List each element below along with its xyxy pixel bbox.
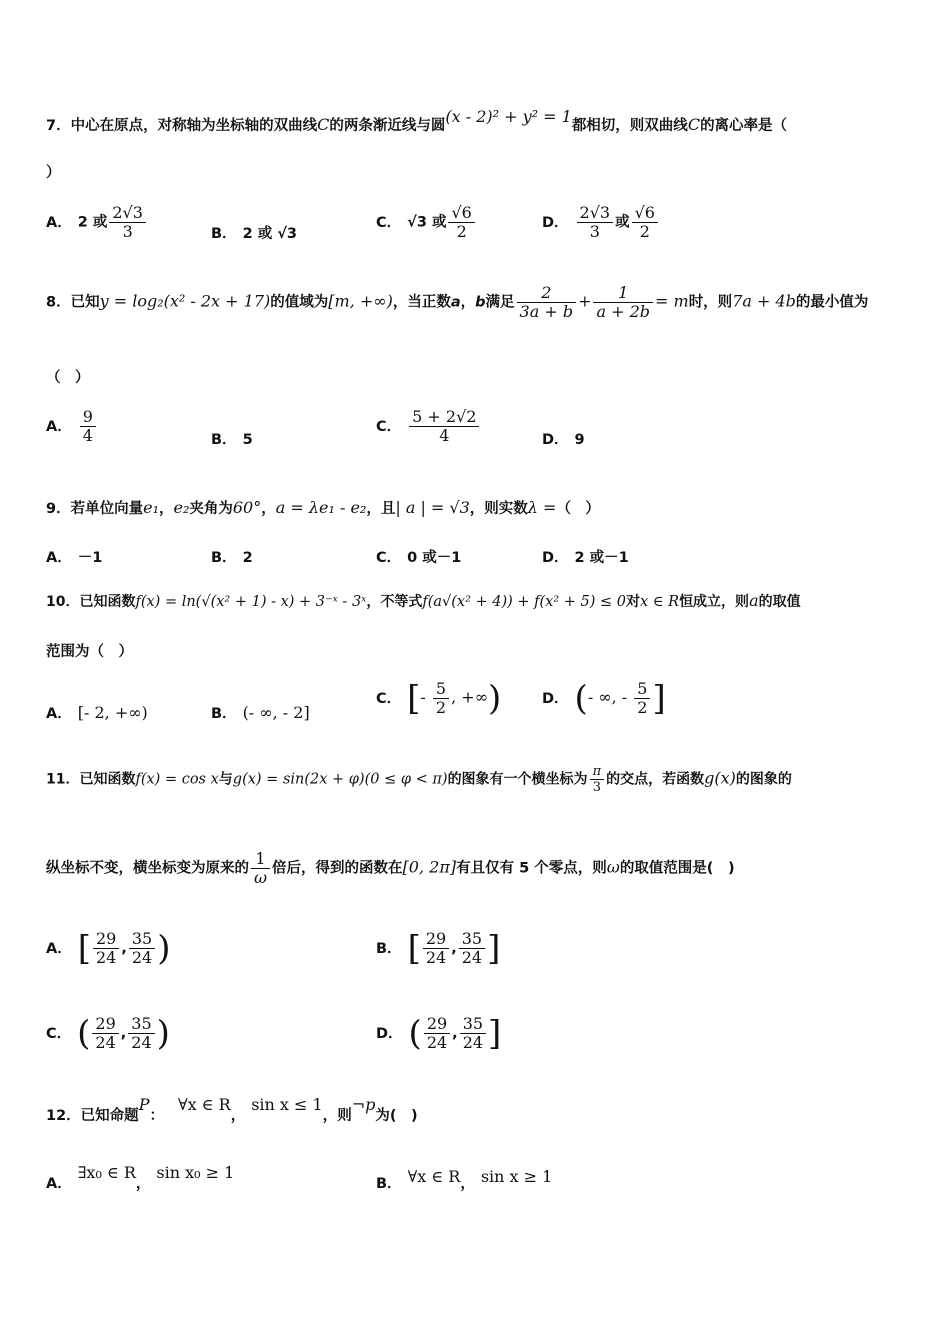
- q8-text-b: 的值域为: [270, 294, 329, 311]
- q12-text-b: ：: [149, 1108, 164, 1124]
- q7-d-fraction-2: $\frac{√6}{2}$: [632, 204, 658, 241]
- q11-d-frac-2: $\frac{35}{24}$: [460, 1015, 486, 1052]
- q9-e2: e₂: [173, 498, 190, 517]
- q9-c-text: 0 或－1: [407, 550, 462, 566]
- q12-a-exists: ∃x₀ ∈ R: [77, 1163, 136, 1182]
- right-paren-icon: ): [156, 1013, 170, 1054]
- q9-a-text: －1: [77, 550, 103, 566]
- q8-eq: = m: [655, 291, 689, 311]
- q12-b-sep: ，: [460, 1176, 475, 1192]
- q11-gx: g(x): [704, 768, 736, 788]
- q8-text-e: 时，则: [688, 294, 733, 311]
- option-label: B．: [376, 940, 402, 957]
- q12-b-forall: ∀x ∈ R: [407, 1167, 461, 1186]
- option-label: D．: [376, 1025, 403, 1042]
- q12-sep: ，: [230, 1108, 246, 1124]
- q10-line2: 范围为（ ）: [46, 644, 133, 660]
- option-label: B．: [376, 1176, 402, 1192]
- q8-option-c[interactable]: [376, 408, 481, 445]
- q10-d-fraction: $\frac{5}{2}$: [634, 680, 650, 717]
- q12-a-sin: sin x₀ ≥ 1: [156, 1163, 235, 1182]
- q11-pi-fraction: $\frac{\pi}{3}$: [590, 764, 605, 795]
- q8-text-c: ，当正数: [392, 294, 451, 311]
- q8-expr: 7a + 4b: [732, 291, 796, 311]
- q10-option-a[interactable]: [46, 702, 148, 723]
- option-label: A．: [46, 706, 72, 722]
- q7-sym-c-2: C: [687, 115, 701, 134]
- q7-circle-eq: (x - 2)² + y² = 1: [445, 107, 572, 126]
- q10-d-pre: - ∞, -: [587, 687, 633, 707]
- q11-line2-c: 有且仅有 5 个零点，则: [456, 860, 607, 877]
- q8-d-text: 9: [574, 432, 585, 448]
- left-paren-icon: (: [77, 1013, 91, 1054]
- q9-option-a[interactable]: [46, 546, 102, 567]
- q8-option-b[interactable]: [211, 428, 253, 449]
- q7-c-pre: √3 或: [407, 214, 447, 231]
- q7-option-a[interactable]: [46, 204, 148, 241]
- q11-line2-a: 纵坐标不变，横坐标变为原来的: [46, 860, 249, 877]
- q11-omega-fraction: $\frac{1}{\omega}$: [251, 850, 270, 887]
- q10-text-c: 对: [626, 594, 641, 610]
- q8-a-fraction: $\frac{9}{4}$: [80, 408, 96, 445]
- q11-c-frac-2: $\frac{35}{24}$: [128, 1015, 154, 1052]
- q10-text-b: ，不等式: [366, 594, 423, 610]
- q12-forall: ∀x ∈ R: [177, 1095, 231, 1114]
- right-bracket-icon: ]: [487, 928, 501, 969]
- q7-text-c: 都相切，则双曲线: [571, 118, 688, 134]
- q12-b-sin: sin x ≥ 1: [480, 1167, 553, 1186]
- q12-p: P: [138, 1095, 150, 1114]
- q9-b-text: 2: [242, 550, 253, 566]
- right-paren-icon: ): [488, 678, 502, 719]
- left-bracket-icon: [: [407, 678, 421, 719]
- q7-c-fraction: $\frac{√6}{2}$: [448, 204, 474, 241]
- q11-text-e: 的图象的: [735, 771, 792, 788]
- q12-option-a[interactable]: [46, 1162, 235, 1192]
- q9-option-b[interactable]: [211, 546, 253, 567]
- option-label: C．: [376, 550, 402, 566]
- q11-line2-d: 的取值范围是( ): [619, 860, 735, 877]
- q8-b-text: 5: [242, 432, 253, 448]
- q12-notp: ¬p: [351, 1095, 376, 1114]
- q11-c-frac-1: $\frac{29}{24}$: [92, 1015, 118, 1052]
- q12-a-sep: ，: [135, 1176, 151, 1192]
- option-label: C．: [376, 214, 402, 231]
- q9-angle: 60°: [232, 498, 262, 517]
- q8-plus: +: [578, 291, 592, 311]
- q9-text-f: ，则实数: [469, 501, 528, 517]
- q9-text-d: ，: [261, 501, 276, 517]
- question-11-line2: [46, 850, 735, 887]
- q7-option-b[interactable]: [211, 222, 297, 243]
- q9-e1: e₁: [143, 498, 159, 517]
- q7-a-fraction: $\frac{2√3}{3}$: [109, 204, 146, 241]
- q12-text-c: ，则: [322, 1108, 352, 1124]
- option-label: D．: [542, 550, 569, 566]
- q8-func: y = log₂(x² - 2x + 17): [99, 291, 271, 311]
- q11-omega: ω: [606, 857, 620, 877]
- right-bracket-icon: ]: [488, 1013, 502, 1054]
- left-paren-icon: (: [574, 678, 588, 719]
- q10-c-pre: -: [420, 687, 431, 707]
- q11-d-frac-1: $\frac{29}{24}$: [424, 1015, 450, 1052]
- option-label: A．: [46, 418, 72, 435]
- q9-lambda: λ =: [527, 498, 557, 517]
- q10-c-post: , +∞: [451, 687, 489, 707]
- option-label: C．: [376, 418, 402, 435]
- q11-f: f(x) = cos x: [135, 771, 219, 788]
- q8-range: [m, +∞): [328, 291, 393, 311]
- q11-option-b[interactable]: B． [ $\frac{29}{24}$ , $\frac{35}{24}$ ]: [376, 928, 501, 969]
- option-label: A．: [46, 214, 72, 231]
- question-8-stem: [46, 284, 868, 321]
- q10-a: a: [749, 591, 759, 610]
- option-label: A．: [46, 940, 72, 957]
- q8-text-f: 的最小值为: [795, 294, 869, 311]
- q8-fraction-1: $\frac{2}{3a + b}$: [517, 284, 577, 321]
- q8-a: a: [450, 294, 461, 311]
- q11-line2-b: 倍后，得到的函数在: [272, 860, 403, 877]
- q11-text-a: 11．已知函数: [46, 771, 136, 788]
- q7-text-b: 的两条渐近线与圆: [329, 118, 446, 134]
- q10-a-text: [- 2, +∞): [77, 703, 148, 722]
- q11-option-a[interactable]: A． [ $\frac{29}{24}$ , $\frac{35}{24}$ ): [46, 928, 171, 969]
- q11-a-frac-1: $\frac{29}{24}$: [93, 930, 119, 967]
- q7-option-d[interactable]: [542, 204, 660, 241]
- q11-a-frac-2: $\frac{35}{24}$: [129, 930, 155, 967]
- q10-c-fraction: $\frac{5}{2}$: [433, 680, 449, 717]
- q8-c-fraction: $\frac{5 + 2√2}{4}$: [409, 408, 479, 445]
- q10-text-d: 恒成立，则: [679, 594, 750, 610]
- q7-close-paren: ）: [46, 165, 61, 181]
- option-label: A．: [46, 1176, 72, 1192]
- option-label: B．: [211, 550, 237, 566]
- q10-b-text: (- ∞, - 2]: [242, 703, 310, 722]
- q11-text-d: 的交点，若函数: [606, 771, 705, 788]
- q11-interval: [0, 2π]: [402, 857, 457, 877]
- q8-b: b: [475, 294, 486, 311]
- q10-option-c[interactable]: [376, 680, 501, 717]
- left-bracket-icon: [: [77, 928, 91, 969]
- q12-text-a: 12．已知命题: [46, 1108, 139, 1124]
- q9-eq1: a = λe₁ - e₂: [275, 498, 367, 517]
- q8-comma: ，: [460, 294, 476, 311]
- q10-text-e: 的取值: [758, 594, 801, 610]
- q10-option-b[interactable]: [211, 702, 310, 723]
- q9-option-d[interactable]: [542, 546, 629, 567]
- q7-a-pre: 2 或: [77, 214, 108, 231]
- option-label: A．: [46, 550, 72, 566]
- q8-option-a[interactable]: [46, 408, 98, 445]
- q11-option-d[interactable]: D． ( $\frac{29}{24}$ , $\frac{35}{24}$ ]: [376, 1013, 502, 1054]
- q11-b-frac-2: $\frac{35}{24}$: [459, 930, 485, 967]
- q7-text-d: 的离心率是（: [700, 118, 788, 134]
- q7-d-or: 或: [615, 214, 630, 231]
- q10-func: f(x) = ln(√(x² + 1) - x) + 3⁻ˣ - 3ˣ: [135, 594, 367, 610]
- q11-text-b: 与: [218, 771, 233, 788]
- q7-b-text: 2 或 √3: [242, 226, 298, 242]
- q7-sym-c: C: [317, 115, 330, 134]
- q10-forall: x ∈ R: [640, 594, 680, 610]
- question-7-stem: [46, 107, 788, 137]
- q11-text-c: 的图象有一个横坐标为: [447, 771, 588, 788]
- q9-paren: （ ）: [556, 501, 600, 517]
- q9-text-c: 夹角为: [189, 501, 233, 517]
- q10-ineq: f(a√(x² + 4)) + f(x² + 5) ≤ 0: [422, 594, 627, 610]
- q12-sinx: sin x ≤ 1: [251, 1095, 323, 1114]
- q11-g: g(x) = sin(2x + φ)(0 ≤ φ < π): [232, 771, 448, 788]
- right-paren-icon: ): [157, 928, 171, 969]
- q9-text-e: ，且: [366, 501, 396, 517]
- q12-option-b[interactable]: [376, 1162, 553, 1192]
- option-label: C．: [376, 690, 402, 707]
- q11-b-frac-1: $\frac{29}{24}$: [423, 930, 449, 967]
- question-12-stem: [46, 1095, 418, 1127]
- q10-option-d[interactable]: [542, 680, 666, 717]
- q8-text-d: 满足: [485, 294, 515, 311]
- q9-text-a: 9．若单位向量: [46, 501, 144, 517]
- q9-eq2: | a | = √3: [395, 498, 470, 517]
- right-bracket-icon: ]: [652, 678, 666, 719]
- option-label: B．: [211, 226, 237, 242]
- question-9-stem: [46, 497, 600, 520]
- question-10-stem: [46, 590, 801, 613]
- option-label: C．: [46, 1025, 72, 1042]
- q9-text-b: ，: [158, 501, 174, 517]
- q8-fraction-2: $\frac{1}{a + 2b}$: [593, 284, 653, 321]
- q9-d-text: 2 或－1: [574, 550, 629, 566]
- left-paren-icon: (: [408, 1013, 422, 1054]
- question-11-stem: [46, 764, 792, 795]
- left-bracket-icon: [: [407, 928, 421, 969]
- q10-text-a: 10．已知函数: [46, 594, 136, 610]
- q8-paren: （ ）: [46, 370, 90, 386]
- option-label: D．: [542, 690, 569, 707]
- option-label: D．: [542, 214, 569, 231]
- option-label: B．: [211, 706, 237, 722]
- option-label: D．: [542, 432, 569, 448]
- q7-option-c[interactable]: [376, 204, 477, 241]
- q8-text-a: 8．已知: [46, 294, 100, 311]
- q8-option-d[interactable]: [542, 428, 585, 449]
- q11-option-c[interactable]: C． ( $\frac{29}{24}$ , $\frac{35}{24}$ ): [46, 1013, 170, 1054]
- q12-text-d: 为( ): [375, 1108, 418, 1124]
- q9-option-c[interactable]: [376, 546, 461, 567]
- q7-text-a: 7．中心在原点，对称轴为坐标轴的双曲线: [46, 118, 318, 134]
- option-label: B．: [211, 432, 237, 448]
- q7-d-fraction-1: $\frac{2√3}{3}$: [577, 204, 614, 241]
